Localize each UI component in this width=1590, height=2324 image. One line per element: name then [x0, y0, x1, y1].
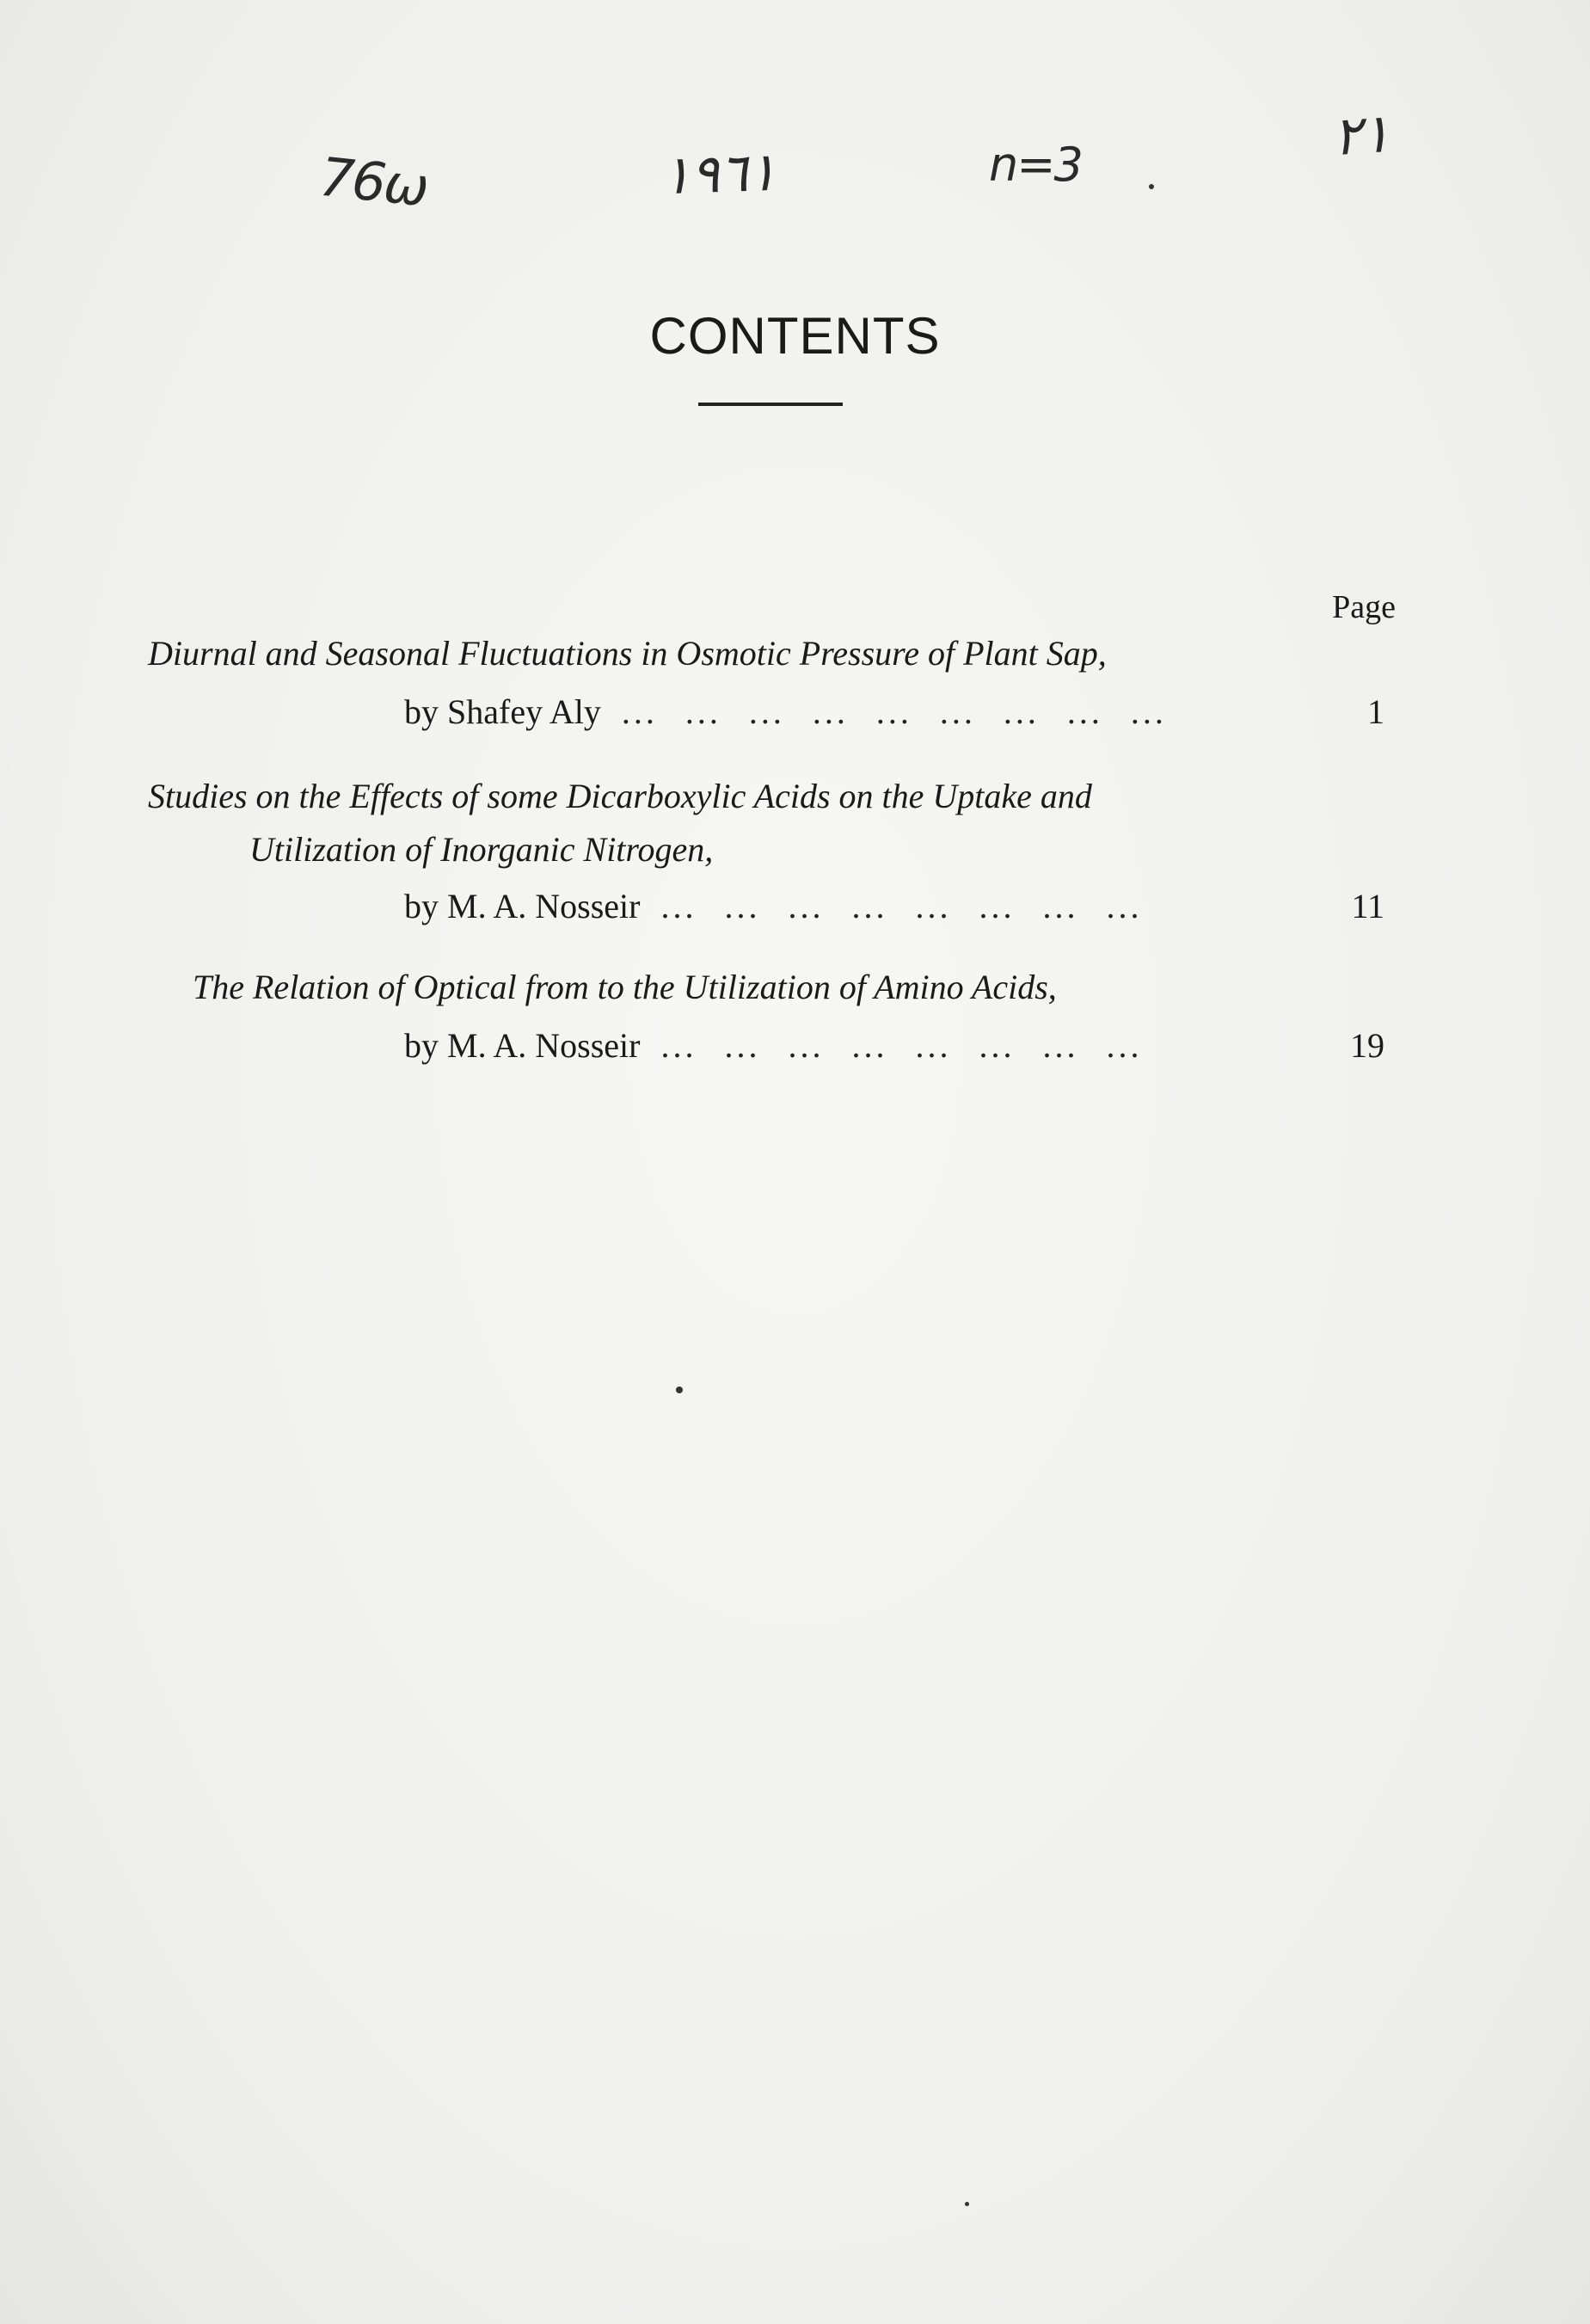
toc-entry-1-author: by Shafey Aly [404, 692, 601, 731]
toc-entry-3-author: by M. A. Nosseir [404, 1026, 641, 1065]
handwritten-year: ١٩٦١ [660, 139, 778, 207]
toc-entry-1-page: 1 [1367, 692, 1384, 731]
page-title: CONTENTS [649, 307, 941, 365]
scan-speck [1149, 184, 1154, 189]
toc-entry-1-title: Diurnal and Seasonal Fluctuations in Osmotic Pressure of Plant Sap, [148, 634, 1107, 673]
toc-entry-3-leader-dots: ... ... ... ... ... ... ... ... [660, 1026, 1143, 1065]
toc-entry-1-author-line [404, 692, 1384, 732]
page-column-label: Page [1332, 589, 1396, 625]
toc-entry-3-author-line [404, 1025, 1384, 1066]
handwritten-mark-left: 76ω [316, 144, 431, 219]
handwritten-mark-right: ٢١ [1330, 101, 1393, 169]
toc-entry-2-author-line [404, 886, 1384, 926]
toc-entry-1-leader-dots: ... ... ... ... ... ... ... ... ... [621, 692, 1167, 731]
title-underline [698, 403, 843, 406]
toc-entry-3-page: 19 [1350, 1026, 1384, 1065]
toc-entry-2-page: 11 [1351, 887, 1384, 925]
toc-entry-2-author: by M. A. Nosseir [404, 887, 641, 925]
toc-entry-2-leader-dots: ... ... ... ... ... ... ... ... [660, 887, 1143, 925]
toc-entry-2-title: Studies on the Effects of some Dicarboxylic Acids on the Uptake and [148, 777, 1092, 815]
handwritten-issue-number: n=3 [989, 138, 1082, 192]
toc-entry-2-title-cont: Utilization of Inorganic Nitrogen, [249, 830, 714, 869]
scan-speck [676, 1386, 683, 1393]
scan-speck [965, 2202, 969, 2206]
toc-entry-3-title: The Relation of Optical from to the Utilization of Amino Acids, [193, 968, 1057, 1006]
